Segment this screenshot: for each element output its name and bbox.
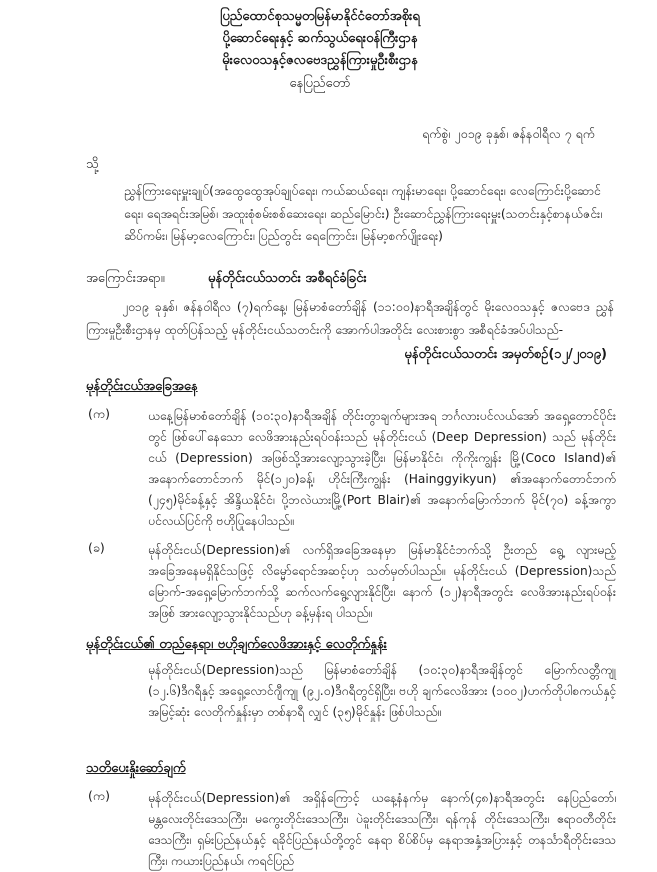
addressees: ညွှန်ကြားရေးမှူးချုပ်(အထွေထွေအုပ်ချုပ်ရေး၊ ကယ်ဆယ်ရေး၊ ကျန်းမာရေး၊ ပို့ဆောင်ရေး၊ လေကြောင်းပို့ဆောင်ရေး၊ ရေအရင်းအမြစ်၊ အထူးစုံစမ်းစစ်ဆေးရေး၊ ဆည်မြောင်း) ဦးဆောင်ညွှန်ကြားရေးမှူး(သတင်းနှင့်စာနယ်ဇင်း၊ ဆိပ်ကမ်း၊ မြန်မာ့လေကြောင်း၊ ပြည်တွင်း ရေကြောင်း၊ မြန်မာ့စက်ပျိုးရေး) (124, 184, 603, 244)
header-ministry: ပို့ဆောင်ရေးနှင့် ဆက်သွယ်ရေးဝန်ကြီးဌာန (222, 31, 418, 46)
item-text: ယနေ့မြန်မာစံတော်ချိန် (၁၀:၃၀)နာရီအချိန် တိုင်းတွာချက်များအရ ဘင်္ဂလားပင်လယ်အော် အရှေ့တောင်ပိုင်းတွင် ဖြစ်ပေါ်နေသော လေဖိအားနည်းရပ်ဝန်းသည် မုန်တိုင်းငယ် (Deep Depression) သည် မုန်တိုင်းငယ် (Depression) အဖြစ်သို့အားလျော့သွားခဲ့ပြီး၊ မြန်မာနိုင်ငံ၊ ကိုကိုးကျွန်း မြို့(Coco Island)၏ အနောက်တောင်ဘက် မိုင်(၁၂၀)ခန့်၊ ဟိုင်းကြီးကျွန်း (Hainggyikyun) ၏အနောက်တောင်ဘက် (၂၄၅)မိုင်ခန့်နှင့် အိန္ဒိယနိုင်ငံ၊ ပို့ဘလဲယားမြို့(Port Blair)၏ အနောက်မြောက်ဘက် မိုင်(၇၀) ခန့်အကွာ ပင်လယ်ပြင်ကို ဗဟိုပြုနေပါသည်။ (148, 409, 616, 528)
item-number: (ခ) (88, 540, 105, 555)
item-number: (က) (88, 406, 110, 421)
subject-text: မုန်တိုင်းငယ်သတင်း အစီရင်ခံခြင်း (208, 271, 367, 286)
item-number: (က) (88, 788, 110, 803)
document-date: ရက်စွဲ၊ ၂၀၁၉ ခုနှစ်၊ ဇန်နဝါရီလ ၇ ရက် (422, 126, 595, 141)
item-text: မုန်တိုင်းငယ်(Depression)၏ လက်ရှိအခြေအနေမှာ မြန်မာနိုင်ငံဘက်သို့ ဦးတည် ရွေ့ လျားမည့် အခြေအနေမရှိနိုင်သဖြင့် လိမ္မော်ရောင်အဆင့်ဟု သတ်မှတ်ပါသည်။ မုန်တိုင်းငယ် (Depression)သည် မြောက်-အရှေ့မြောက်ဘက်သို့ ဆက်လက်ရွေ့လျားနိုင်ပြီး၊ နောက် (၁၂)နာရီအတွင်း လေဖိအားနည်းရပ်ဝန်းအဖြစ် အားလျော့သွားနိုင်သည်ဟု ခန့်မှန်းရ ပါသည်။ (148, 543, 616, 620)
bulletin-reference: မုန်တိုင်းငယ်သတင်း အမှတ်စဉ်(၁၂/၂၀၁၉) (404, 347, 607, 362)
location-pressure-text: မုန်တိုင်းငယ်(Depression)သည် မြန်မာစံတော်ချိန် (၁၀:၃၀)နာရီအချိန်တွင် မြောက်လတ္တီကျု (၁၂.၆)ဒီဂရီနှင့် အရှေ့လောင်ဂျီကျု (၉၂.၀)ဒီဂရီတွင်ရှိပြီး၊ ဗဟို ချက်လေဖိအား (၁၀၀၂)ဟက်တိုပါစကယ်နှင့် အမြင့်ဆုံး လေတိုက်နှုန်းမှာ တစ်နာရီ လျှင် (၃၅)မိုင်နှုန်း ဖြစ်ပါသည်။ (148, 663, 616, 719)
header-location: နေပြည်တော် (289, 76, 351, 91)
item-text: မုန်တိုင်းငယ်(Depression)၏ အရှိန်ကြောင့် ယနေ့နံနက်မှ နောက်(၄၈)နာရီအတွင်း နေပြည်တော်၊ မန္တလေးတိုင်းဒေသကြီး၊ မကွေးတိုင်းဒေသကြီး၊ ပဲခူးတိုင်းဒေသကြီး၊ ရန်ကုန် တိုင်းဒေသကြီး၊ ဧရာဝတီတိုင်းဒေသကြီး၊ ရှမ်းပြည်နယ်နှင့် ရခိုင်ပြည်နယ်တို့တွင် နေရာ စိပ်စိပ်မှ နေရာအနှံ့အပြားနှင့် တနင်္သာရီတိုင်းဒေသကြီး၊ ကယားပြည်နယ်၊ ကရင်ပြည် (148, 791, 616, 868)
header-government: ပြည်ထောင်စုသမ္မတမြန်မာနိုင်ငံတော်အစိုးရ (220, 9, 420, 24)
subject-label: အကြောင်းအရာ။ (86, 271, 165, 286)
header-department: မိုးလေဝသနှင့်ဇလဗေဒညွှန်ကြားမှုဦးစီးဌာန (222, 53, 418, 68)
to-label: သို့ (86, 157, 99, 172)
section-warning-title: သတိပေးနှိုးဆော်ချက် (86, 761, 186, 776)
section-storm-condition-title: မုန်တိုင်းငယ်အခြေအနေ (86, 379, 198, 394)
intro-paragraph: ၂၀၁၉ ခုနှစ်၊ ဇန်နဝါရီလ (၇)ရက်နေ့၊ မြန်မာစံတော်ချိန် (၁၁:၀၀)နာရီအချိန်တွင် မိုးလေဝသနှင့် ဇလဗေဒ ညွှန်ကြားမှုဦးစီးဌာနမှ ထုတ်ပြန်သည့် မုန်တိုင်းငယ်သတင်းကို အောက်ပါအတိုင်း လေးစားစွာ အစီရင်ခံအပ်ပါသည်- (86, 300, 614, 337)
section-location-pressure-title: မုန်တိုင်းငယ်၏ တည်နေရာ၊ ဗဟိုချက်လေဖိအားနှင့် လေတိုက်နှုန်း (86, 637, 387, 652)
